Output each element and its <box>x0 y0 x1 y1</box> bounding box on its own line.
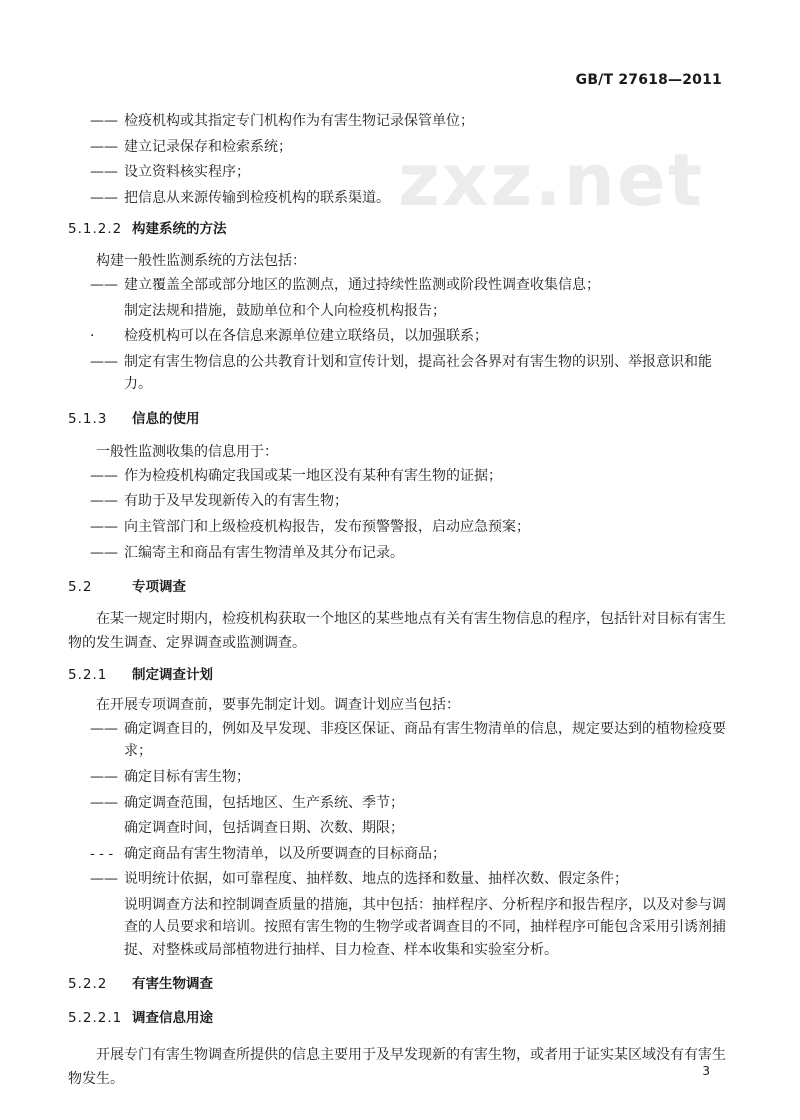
item-text: 向主管部门和上级检疫机构报告，发布预警警报，启动应急预案； <box>124 518 530 535</box>
dash-marker: · <box>90 328 95 345</box>
paragraph: 一般性监测收集的信息用于： <box>96 443 278 460</box>
section-title: 调查信息用途 <box>132 1010 213 1027</box>
list-item <box>68 894 732 961</box>
dash-marker: —— <box>90 544 118 561</box>
item-text: 有助于及早发现新传入的有害生物； <box>124 493 348 510</box>
list-item <box>68 274 732 296</box>
section-heading <box>68 408 732 430</box>
list-item <box>68 542 732 564</box>
section-number: 5.1.3 <box>68 410 108 427</box>
list-item <box>68 718 732 763</box>
dash-marker: - - - <box>90 845 114 862</box>
section-number: 5.1.2.2 <box>68 221 123 238</box>
paragraph: 开展专门有害生物调查所提供的信息主要用于及早发现新的有害生物，或者用于证实某区域没有有害生物发生。 <box>68 1047 726 1088</box>
dash-marker: —— <box>90 138 118 155</box>
section-title: 信息的使用 <box>132 410 200 427</box>
section-title: 构建系统的方法 <box>132 221 227 238</box>
standard-code: GB/T 27618—2011 <box>575 72 722 88</box>
list-item <box>68 490 732 512</box>
item-text: 检疫机构可以在各信息来源单位建立联络员，以加强联系； <box>124 328 488 345</box>
dash-marker: —— <box>90 871 118 888</box>
section-heading <box>68 664 732 686</box>
section-heading <box>68 576 732 598</box>
list-item <box>68 351 732 396</box>
section-title: 专项调查 <box>132 578 186 595</box>
section-number: 5.2.2 <box>68 976 108 993</box>
item-text: 建立覆盖全部或部分地区的监测点，通过持续性监测或阶段性调查收集信息； <box>124 277 600 294</box>
item-text: 确定调查目的，例如及早发现、非疫区保证、商品有害生物清单的信息，规定要达到的植物检疫要求； <box>124 720 726 760</box>
section-title: 有害生物调查 <box>132 976 213 993</box>
section-number: 5.2.1 <box>68 666 108 683</box>
dash-marker: —— <box>90 493 118 510</box>
list-item <box>68 187 732 209</box>
section-heading <box>68 1007 732 1029</box>
list-item <box>68 325 732 347</box>
list-item <box>68 300 732 322</box>
item-text: 作为检疫机构确定我国或某一地区没有某种有害生物的证据； <box>124 467 502 484</box>
section-heading <box>68 973 732 995</box>
section-number: 5.2 <box>68 578 93 595</box>
dash-marker: —— <box>90 113 118 129</box>
item-text: 说明统计依据，如可靠程度、抽样数、地点的选择和数量、抽样次数、假定条件； <box>124 871 628 888</box>
watermark: zxz.net <box>398 138 705 222</box>
list-item <box>68 161 732 183</box>
list-item <box>68 465 732 487</box>
dash-marker: —— <box>90 164 118 181</box>
item-text: 确定调查范围，包括地区、生产系统、季节； <box>124 794 404 811</box>
item-text: 说明调查方法和控制调查质量的措施，其中包括：抽样程序、分析程序和报告程序，以及对参与调查的人员要求和培训。按照有害生物的生物学或者调查目的不同，抽样程序可能包含采用引诱剂捕捉、对整株或局部植物进行抽样、目力检查、样本收集和实验室分析。 <box>124 896 726 958</box>
item-text: 检疫机构或其指定专门机构作为有害生物记录保管单位； <box>124 113 474 129</box>
dash-marker: —— <box>90 353 118 370</box>
dash-marker: —— <box>90 794 118 811</box>
list-item <box>68 817 732 839</box>
page-number: 3 <box>702 1064 710 1078</box>
item-text: 设立资料核实程序； <box>124 164 250 181</box>
paragraph: 在某一规定时期内，检疫机构获取一个地区的某些地点有关有害生物信息的程序，包括针对目标有害生物的发生调查、定界调查或监测调查。 <box>68 610 726 651</box>
section-number: 5.2.2.1 <box>68 1010 123 1027</box>
list-item <box>68 516 732 538</box>
item-text: 制定有害生物信息的公共教育计划和宣传计划，提高社会各界对有害生物的识别、举报意识和能力。 <box>124 353 712 393</box>
list-item <box>68 766 732 788</box>
dash-marker: —— <box>90 189 118 206</box>
section-title: 制定调查计划 <box>132 666 213 683</box>
document-body <box>68 110 732 1091</box>
item-text: 建立记录保存和检索系统； <box>124 138 292 155</box>
paragraph: 构建一般性监测系统的方法包括： <box>96 253 306 270</box>
list-item <box>68 110 732 132</box>
item-text: 确定调查时间，包括调查日期、次数、期限； <box>124 820 404 837</box>
item-text: 把信息从来源传输到检疫机构的联系渠道。 <box>124 189 390 206</box>
item-text: 制定法规和措施，鼓励单位和个人向检疫机构报告； <box>124 302 446 319</box>
paragraph: 在开展专项调查前，要事先制定计划。调查计划应当包括： <box>96 696 460 713</box>
list-item <box>68 136 732 158</box>
dash-marker: —— <box>90 277 118 294</box>
dash-marker: —— <box>90 467 118 484</box>
dash-marker: —— <box>90 518 118 535</box>
section-heading <box>68 218 732 240</box>
list-item <box>68 792 732 814</box>
item-text: 汇编寄主和商品有害生物清单及其分布记录。 <box>124 544 404 561</box>
list-item <box>68 843 732 865</box>
dash-marker: —— <box>90 720 118 737</box>
item-text: 确定商品有害生物清单，以及所要调查的目标商品； <box>124 845 446 862</box>
dash-marker: —— <box>90 768 118 785</box>
item-text: 确定目标有害生物； <box>124 768 250 785</box>
list-item <box>68 868 732 890</box>
